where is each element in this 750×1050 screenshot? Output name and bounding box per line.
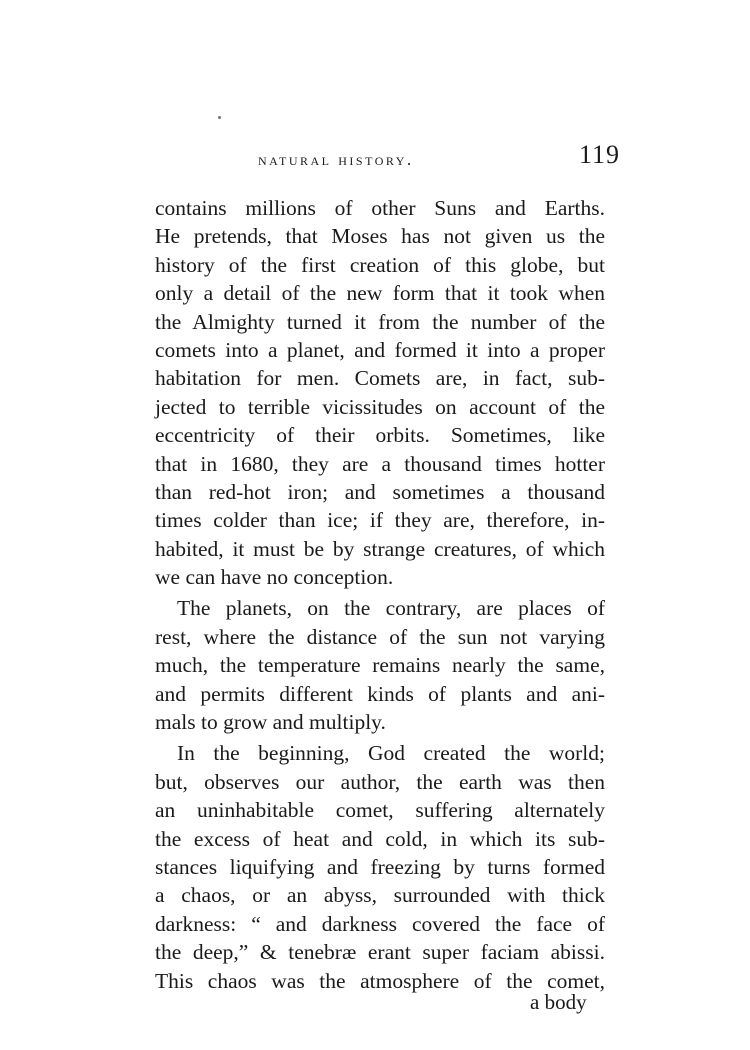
paragraph	[155, 594, 605, 736]
text-line: eccentricity of their orbits. Sometimes, like	[155, 423, 605, 448]
text-line: jected to terrible vicissitudes on account of the	[155, 394, 605, 419]
text-line: stances liquifying and freezing by turns formed	[155, 854, 605, 879]
text-line: history of the first creation of this globe, but	[155, 252, 605, 277]
text-line: habited, it must be by strange creatures, of which	[155, 536, 605, 561]
text-line: we can have no conception.	[155, 565, 394, 590]
text-line: an uninhabitable comet, suffering alternately	[155, 798, 605, 823]
catchword: a body	[530, 990, 587, 1014]
running-head: natural history.	[258, 150, 414, 169]
page-number: 119	[578, 140, 620, 169]
text-line: contains millions of other Suns and Earths.	[155, 196, 605, 220]
text-line: rest, where the distance of the sun not varying	[155, 624, 605, 649]
text-line: the excess of heat and cold, in which its sub-	[155, 826, 605, 851]
paragraph	[155, 194, 605, 591]
paragraph	[155, 739, 605, 995]
text-line: In the beginning, God created the world;	[177, 741, 605, 766]
text-line: only a detail of the new form that it took when	[155, 281, 605, 306]
body-text	[155, 194, 605, 995]
text-line: times colder than ice; if they are, therefore, in-	[155, 508, 605, 533]
text-line: that in 1680, they are a thousand times hotter	[155, 451, 605, 476]
ink-speck	[218, 116, 221, 119]
text-line: darkness: “ and darkness covered the face of	[155, 911, 605, 936]
text-line: than red-hot iron; and sometimes a thousand	[155, 479, 605, 504]
text-line: He pretends, that Moses has not given us the	[155, 224, 605, 249]
text-line: but, observes our author, the earth was then	[155, 769, 605, 794]
text-line: the deep,” & tenebræ erant super faciam abissi.	[155, 940, 605, 965]
text-line: a chaos, or an abyss, surrounded with thick	[155, 883, 605, 908]
text-line: much, the temperature remains nearly the same,	[155, 653, 605, 678]
text-line: comets into a planet, and formed it into a proper	[155, 337, 605, 362]
text-line: habitation for men. Comets are, in fact, sub-	[155, 366, 605, 391]
page-header	[150, 140, 620, 180]
text-line: The planets, on the contrary, are places of	[177, 596, 605, 621]
text-line: mals to grow and multiply.	[155, 710, 386, 735]
text-line: and permits different kinds of plants and ani-	[155, 681, 605, 706]
text-line: This chaos was the atmosphere of the comet,	[155, 968, 605, 993]
text-line: the Almighty turned it from the number of the	[155, 309, 605, 334]
